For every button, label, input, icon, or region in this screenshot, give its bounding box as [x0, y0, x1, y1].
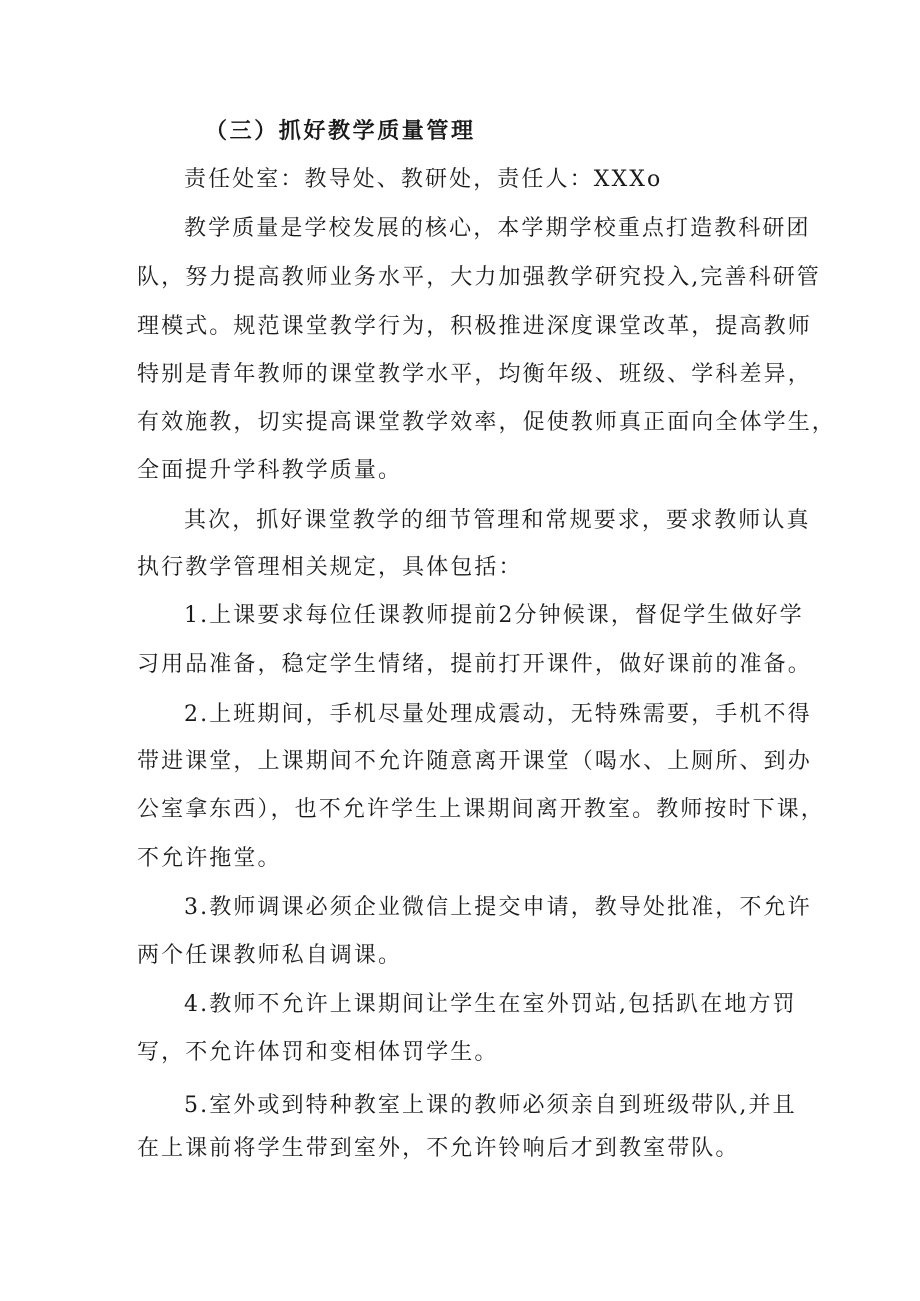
list-item-line: 4.教师不允许上课期间让学生在室外罚站,包括趴在地方罚	[184, 992, 797, 1017]
list-item-line: 写，不允许体罚和变相体罚学生。	[137, 1040, 499, 1065]
paragraph-line: 理模式。规范课堂教学行为，积极推进深度课堂改革，提高教师	[137, 314, 812, 339]
paragraph-line: 其次，抓好课堂教学的细节管理和常规要求，要求教师认真	[184, 508, 811, 533]
paragraph-line: 全面提升学科教学质量。	[137, 458, 403, 483]
list-item-line: 2.上班期间，手机尽量处理成震动，无特殊需要，手机不得	[184, 702, 812, 727]
paragraph-line: 队，努力提高教师业务水平，大力加强教学研究投入,完善科研管	[137, 265, 821, 290]
list-item-line: 1.上课要求每位任课教师提前2分钟候课，督促学生做好学	[184, 603, 804, 628]
paragraph-line: 执行教学管理相关规定，具体包括：	[137, 555, 523, 580]
list-item-line: 公室拿东西），也不允许学生上课期间离开教室。教师按时下课，	[137, 797, 825, 822]
list-item-line: 两个任课教师私自调课。	[137, 943, 403, 968]
list-item-line: 不允许拖堂。	[137, 846, 282, 871]
list-item-line: 带进课堂，上课期间不允许随意离开课堂（喝水、上厕所、到办	[137, 749, 812, 774]
paragraph-line: 教学质量是学校发展的核心，本学期学校重点打造教科研团	[184, 216, 811, 241]
paragraph-line: 有效施教，切实提高课堂教学效率，促使教师真正面向全体学生，	[137, 410, 836, 435]
list-item-line: 5.室外或到特种教室上课的教师必须亲自到班级带队,并且	[184, 1093, 797, 1118]
list-item-line: 习用品准备，稳定学生情绪，提前打开课件，做好课前的准备。	[137, 652, 812, 677]
responsibility-line: 责任处室：教导处、教研处，责任人：XXXo	[184, 167, 663, 192]
list-item-line: 3.教师调课必须企业微信上提交申请，教导处批准，不允许	[184, 895, 812, 920]
paragraph-line: 特别是青年教师的课堂教学水平，均衡年级、班级、学科差异，	[137, 362, 812, 387]
section-heading: （三）抓好教学质量管理	[205, 118, 476, 144]
list-item-line: 在上课前将学生带到室外，不允许铃响后才到教室带队。	[137, 1136, 740, 1161]
